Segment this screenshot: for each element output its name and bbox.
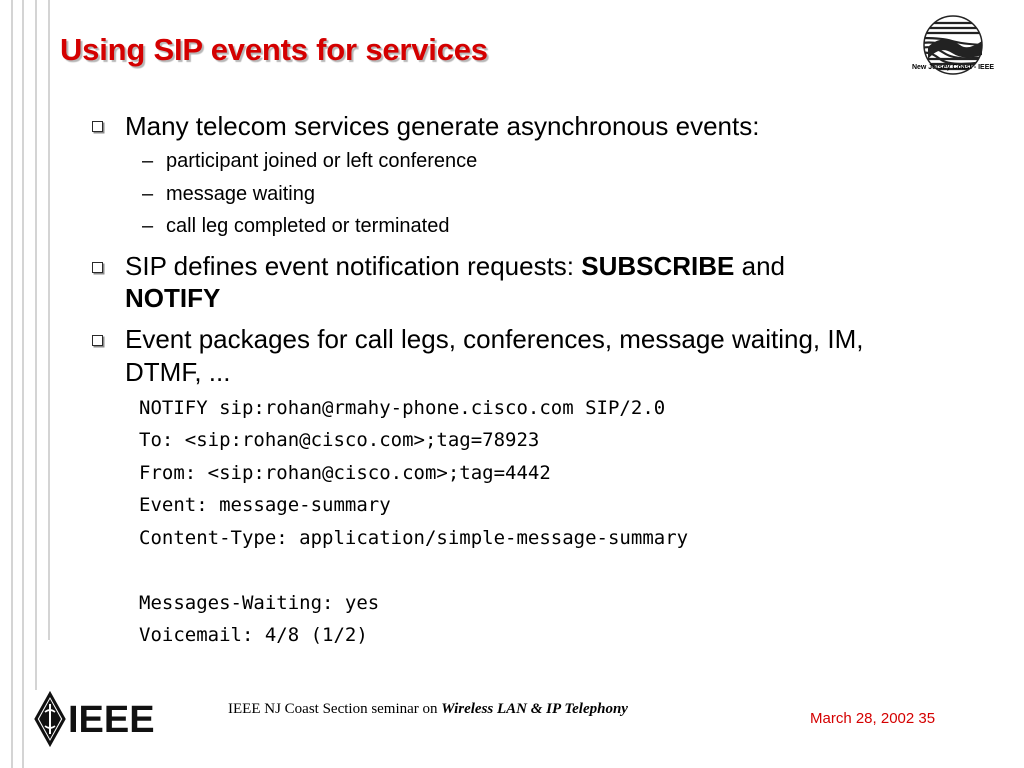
bullet-2-text-mid: and [734,251,785,281]
ieee-logo-text: IEEE [68,699,155,741]
sub-item-2: message waiting [166,183,315,205]
ieee-logo-icon [30,688,162,750]
subscribe-keyword: SUBSCRIBE [581,251,735,281]
decor-line-2 [22,0,24,768]
code-line-7: Messages-Waiting: yes [139,592,380,614]
bullet-2-text-before: SIP defines event notification requests: [125,251,582,281]
dash-icon: – [142,215,154,237]
dash-icon: – [142,183,154,205]
code-line-1: NOTIFY sip:rohan@rmahy-phone.cisco.com SIP/2.0 [139,397,666,419]
footer-text-plain: IEEE NJ Coast Section seminar on [228,701,442,717]
slide-title: Using SIP events for services [60,32,488,67]
dash-icon: – [142,150,154,172]
decor-line-4 [48,0,50,640]
bullet-square-icon [92,335,103,346]
bullet-1-text: Many telecom services generate asynchronous events: [125,111,760,141]
sub-item-1: participant joined or left conference [166,150,478,172]
code-line-8: Voicemail: 4/8 (1/2) [139,624,368,646]
code-line-2: To: <sip:rohan@cisco.com>;tag=78923 [139,429,540,451]
footer-date-page: March 28, 2002 35 [810,710,936,727]
nj-coast-logo-label: New Jersey Coast - IEEE [911,64,995,71]
bullet-square-icon [92,121,103,132]
decor-line-1 [11,0,13,768]
bullet-3-line-1: Event packages for call legs, conferences, message waiting, IM, [125,324,864,354]
bullet-3-line-2: DTMF, ... [125,357,231,387]
bullet-2-text [125,251,785,282]
decor-line-3 [35,0,37,690]
footer-seminar-text [228,701,628,718]
notify-keyword: NOTIFY [125,283,221,313]
sub-item-3: call leg completed or terminated [166,215,450,237]
bullet-square-icon [92,262,103,273]
code-line-3: From: <sip:rohan@cisco.com>;tag=4442 [139,462,551,484]
code-line-4: Event: message-summary [139,494,391,516]
nj-coast-logo-icon [902,15,1004,87]
footer-text-emphasis: Wireless LAN & IP Telephony [441,701,628,717]
code-line-5: Content-Type: application/simple-message-summary [139,527,689,549]
